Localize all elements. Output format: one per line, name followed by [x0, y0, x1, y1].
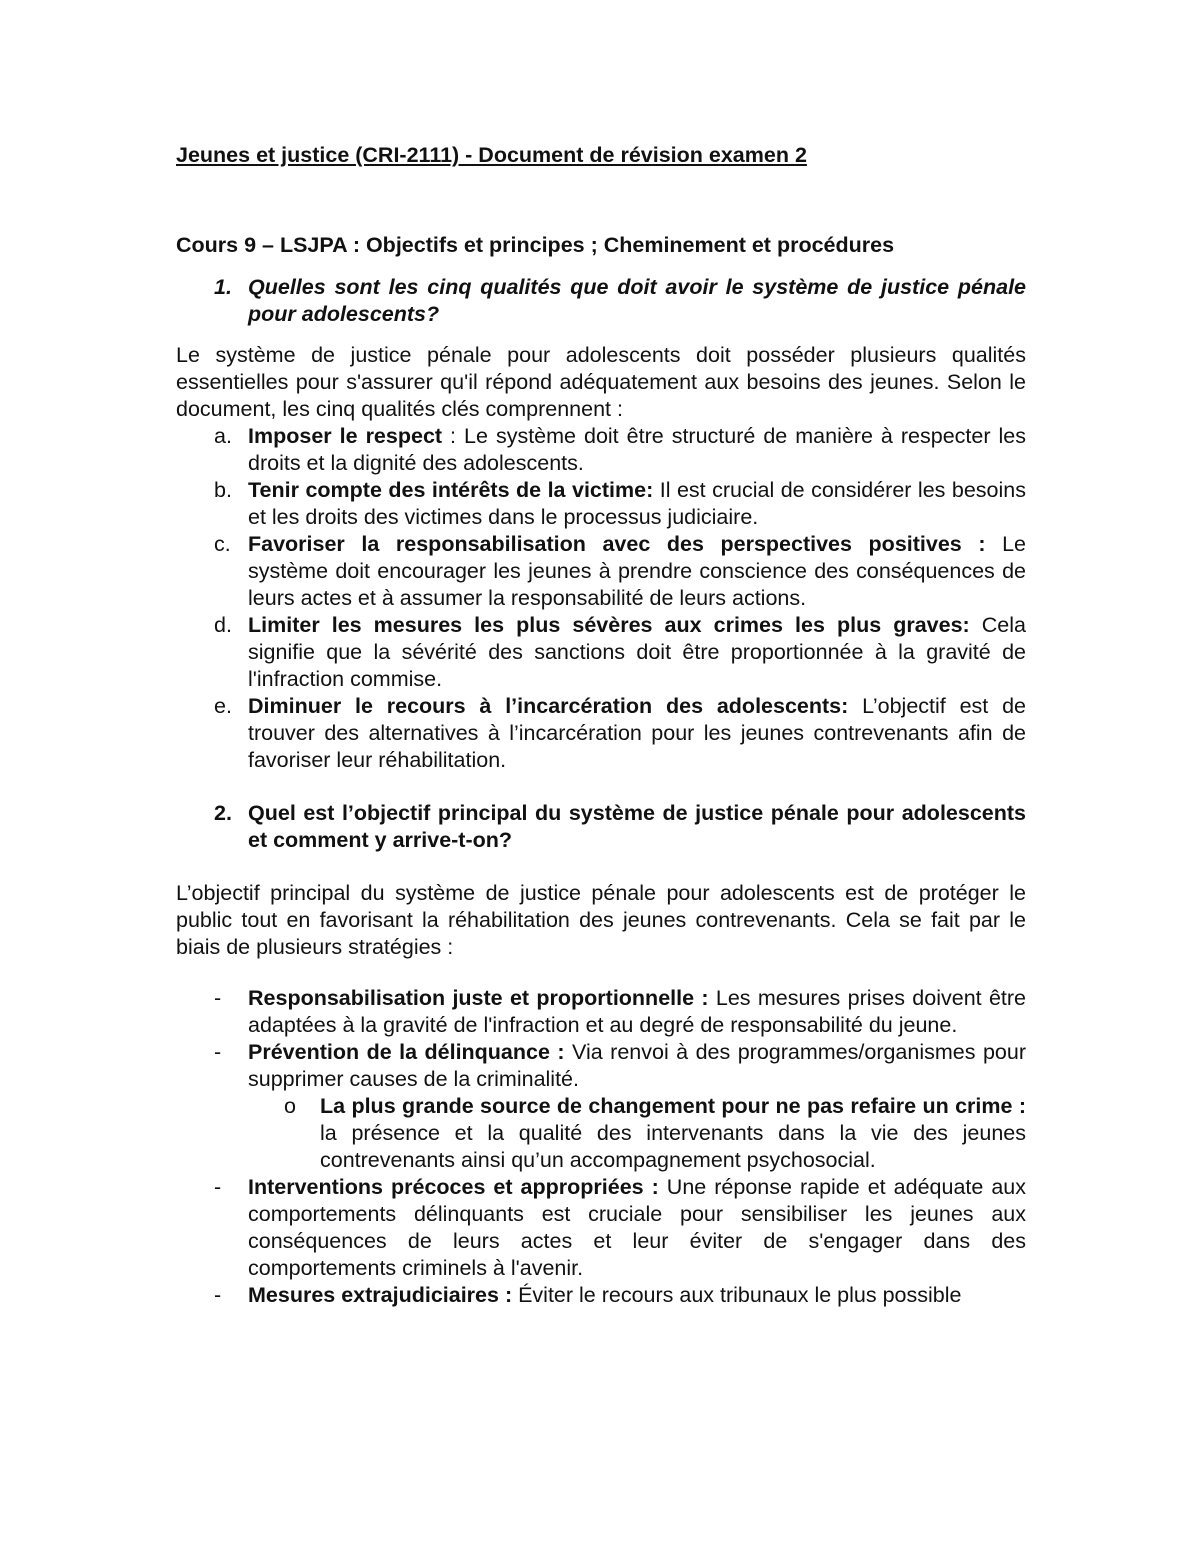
sub-list: [176, 1093, 1026, 1174]
course-heading: Cours 9 – LSJPA : Objectifs et principes ; Cheminement et procédures: [176, 233, 895, 257]
question-2-number: 2.: [214, 801, 232, 825]
document-title: Jeunes et justice (CRI-2111) - Document de révision examen 2: [176, 143, 807, 167]
list-item: [176, 1174, 1026, 1282]
item-label: Prévention de la délinquance :: [248, 1040, 565, 1064]
list-marker: c.: [214, 532, 231, 556]
item-text: L’objectif est de trouver des alternatives à l’incarcération pour les jeunes contrevenants afin de favoriser leur réhabilitation.: [248, 694, 1026, 772]
question-2-text: Quel est l’objectif principal du système de justice pénale pour adolescents et comment y arrive-t-on?: [248, 801, 1026, 852]
list-marker: -: [214, 1040, 222, 1064]
document-page: [176, 140, 1026, 1309]
question-2-intro: L’objectif principal du système de justice pénale pour adolescents est de protéger le public tout en favorisant la réhabilitation des jeunes contrevenants. Cela se fait par le biais de plusieurs stratégies :: [176, 881, 1026, 959]
list-item: [176, 1039, 1026, 1174]
list-item: [176, 1282, 1026, 1309]
item-label: Mesures extrajudiciaires :: [248, 1283, 513, 1307]
list-item: [176, 693, 1026, 774]
strategies-list: [176, 985, 1026, 1309]
list-marker: o: [284, 1094, 296, 1118]
item-text: Éviter le recours aux tribunaux le plus possible: [512, 1283, 962, 1307]
item-label: La plus grande source de changement pour ne pas refaire un crime :: [320, 1094, 1026, 1118]
list-marker: -: [214, 986, 222, 1010]
question-1: [176, 274, 1026, 328]
item-text: la présence et la qualité des intervenants dans la vie des jeunes contrevenants ainsi qu’un accompagnement psychosocial.: [320, 1121, 1026, 1172]
item-label: Responsabilisation juste et proportionnelle :: [248, 986, 709, 1010]
item-text: Une réponse rapide et adéquate aux comportements délinquants est cruciale pour sensibiliser les jeunes aux conséquences de leurs actes et leur éviter de s'engager dans des comportements criminels à l'avenir.: [248, 1175, 1027, 1280]
list-marker: e.: [214, 694, 232, 718]
list-marker: a.: [214, 424, 232, 448]
qualities-list: [176, 423, 1026, 774]
question-1-number: 1.: [214, 275, 232, 299]
list-item: [176, 985, 1026, 1039]
sub-list-item: [176, 1093, 1026, 1174]
list-marker: b.: [214, 478, 232, 502]
list-item: [176, 531, 1026, 612]
item-label: Interventions précoces et appropriées :: [248, 1175, 659, 1199]
question-1-intro: Le système de justice pénale pour adolescents doit posséder plusieurs qualités essentielles pour s'assurer qu'il répond adéquatement aux besoins des jeunes. Selon le document, les cinq qualités clés comprennent :: [176, 343, 1026, 421]
item-label: Favoriser la responsabilisation avec des perspectives positives :: [248, 532, 986, 556]
list-marker: -: [214, 1175, 222, 1199]
item-text: Cela signifie que la sévérité des sanctions doit être proportionnée à la gravité de l'infraction commise.: [248, 613, 1026, 691]
list-item: [176, 612, 1026, 693]
list-item: [176, 423, 1026, 477]
item-text: Via renvoi à des programmes/organismes pour supprimer causes de la criminalité.: [248, 1040, 1026, 1091]
question-1-text: Quelles sont les cinq qualités que doit avoir le système de justice pénale pour adolescents?: [248, 275, 1026, 326]
item-label: Diminuer le recours à l’incarcération des adolescents:: [248, 694, 849, 718]
item-text: Il est crucial de considérer les besoins et les droits des victimes dans le processus judiciaire.: [248, 478, 1026, 529]
item-label: Imposer le respect: [248, 424, 443, 448]
item-label: Tenir compte des intérêts de la victime:: [248, 478, 654, 502]
item-label: Limiter les mesures les plus sévères aux crimes les plus graves:: [248, 613, 970, 637]
question-2: [176, 800, 1026, 854]
list-marker: -: [214, 1283, 222, 1307]
list-item: [176, 477, 1026, 531]
item-text: : Le système doit être structuré de manière à respecter les droits et la dignité des adolescents.: [248, 424, 1026, 475]
item-text: Le système doit encourager les jeunes à prendre conscience des conséquences de leurs actes et à assumer la responsabilité de leurs actions.: [248, 532, 1026, 610]
list-marker: d.: [214, 613, 232, 637]
item-text: Les mesures prises doivent être adaptées à la gravité de l'infraction et au degré de responsabilité du jeune.: [248, 986, 1027, 1037]
